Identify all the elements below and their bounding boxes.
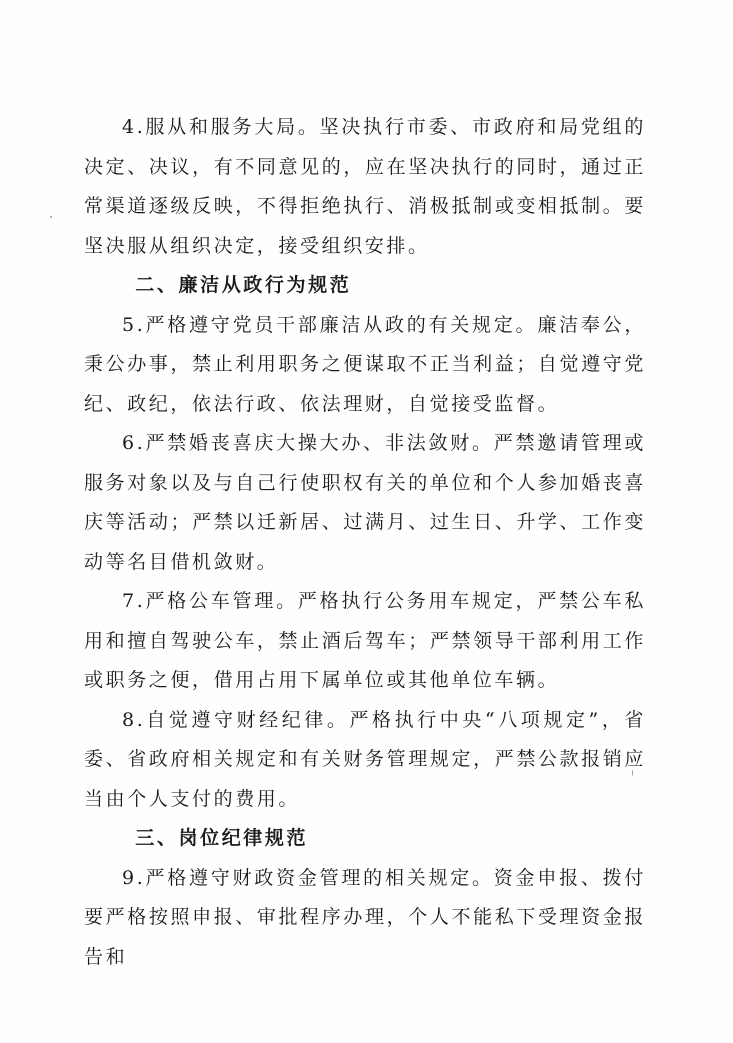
paragraph-6: 6.严禁婚丧喜庆大操大办、非法敛财。严禁邀请管理或服务对象以及与自己行使职权有关的单位和个人参加婚丧喜庆等活动；严禁以迁新居、过满月、过生日、升学、工作变动等名目借机敛财。 — [84, 432, 646, 573]
paragraph-9: 9.严格遵守财政资金管理的相关规定。资金申报、拨付要严格按照申报、审批程序办理，个人不能私下受理资金报告和 — [84, 866, 646, 968]
paragraph-8: 8.自觉遵守财经纪律。严格执行中央“八项规定”，省委、省政府相关规定和有关财务管理规定，严禁公款报销应当由个人支付的费用。 — [84, 708, 646, 810]
paragraph-5: 5.严格遵守党员干部廉洁从政的有关规定。廉洁奉公，秉公办事，禁止利用职务之便谋取不正当利益；自觉遵守党纪、政纪，依法行政、依法理财，自觉接受监督。 — [84, 313, 646, 415]
paragraph-7: 7.严格公车管理。严格执行公务用车规定，严禁公车私用和擅自驾驶公车，禁止酒后驾车；严禁领导干部利用工作或职务之便，借用占用下属单位或其他单位车辆。 — [84, 590, 646, 691]
document-body — [84, 108, 646, 977]
paragraph-4: 4.服从和服务大局。坚决执行市委、市政府和局党组的决定、决议，有不同意见的，应在坚决执行的同时，通过正常渠道逐级反映，不得拒绝执行、消极抵制或变相抵制。要坚决服从组织决定，接受组织安排。 — [84, 116, 646, 257]
section-heading-3: 三、岗位纪律规范 — [135, 827, 309, 849]
section-heading-2: 二、廉洁从政行为规范 — [135, 274, 352, 296]
scan-speck — [50, 216, 52, 218]
